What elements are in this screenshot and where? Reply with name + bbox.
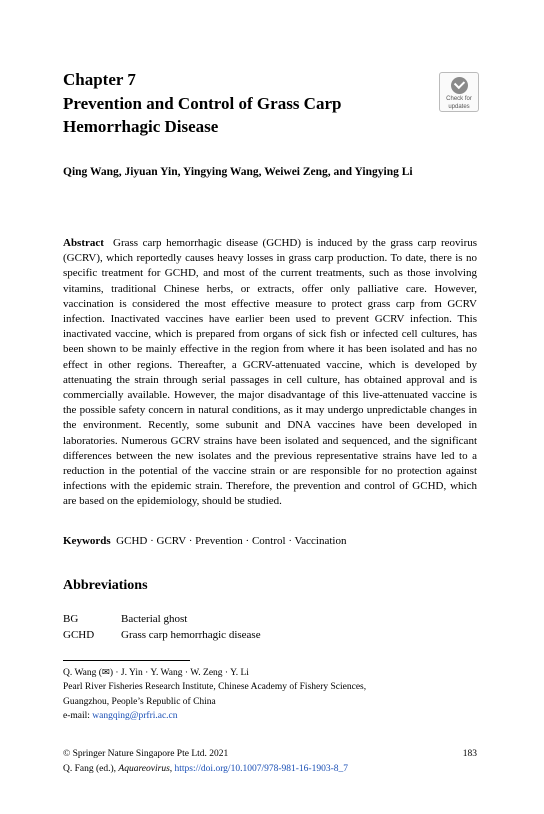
citation-prefix: Q. Fang (ed.), (63, 764, 119, 774)
affiliation-institute: Pearl River Fisheries Research Institute, Chinese Academy of Fishery Sciences, (63, 682, 367, 693)
email-link[interactable]: wangqing@prfri.ac.cn (92, 711, 178, 722)
abbreviation-key: GCHD (63, 629, 95, 641)
affiliation-block (63, 666, 366, 724)
badge-line-2: updates (448, 104, 470, 110)
copyright: © Springer Nature Singapore Pte Ltd. 2021 (63, 749, 229, 759)
check-for-updates-badge[interactable] (439, 72, 479, 112)
chapter-label: Chapter 7 (63, 70, 136, 89)
author-list: Qing Wang, Jiyuan Yin, Yingying Wang, Weiwei Zeng, and Yingying Li (63, 166, 413, 178)
badge-line-1: Check for (446, 96, 472, 102)
page-number: 183 (462, 749, 477, 759)
affiliation-email-line (63, 709, 366, 723)
abbreviation-key: BG (63, 613, 79, 625)
keywords-label: Keywords (63, 535, 111, 547)
affiliation-location: Guangzhou, People’s Republic of China (63, 696, 216, 707)
abbreviation-row (63, 627, 261, 643)
book-title: Aquareovirus (118, 764, 170, 774)
affiliation-authors: Q. Wang (✉) · J. Yin · Y. Wang · W. Zeng · Y. Li (63, 668, 249, 678)
abstract-text: Grass carp hemorrhagic disease (GCHD) is induced by the grass carp reovirus (GCRV), which reportedly causes heavy losses in grass carp production. To date, there is no specific treatment for GCHD, and most of the current treatments, such as those involving vitamins, traditional Chinese herbs, or extracts, offer only palliative care. However, vaccination is considered the most effective measure to protect grass carp from GCRV infection. Inactivated vaccines have earlier been used to prevent GCRV infection. This inactivated vaccine, which is prepared from organs of sick fish or infected cell cultures, has been shown to be mainly effective in the region from where it has been isolated and has no effect in other regions. Thereafter, a GCRV-attenuated vaccine, which is developed by attenuating the strain through serial passages in cell culture, has obtained approval and is commercially available. However, the major disadvantage of this live-attenuated vaccine is the possible safety concern in natural conditions, as it may undergo unpredictable changes in the environment. Recently, some subunit and DNA vaccines have been developed in laboratories. Numerous GCRV strains have been isolated and sequenced, and the significant differences between the new isolates and the previous representative strains have led to a reduction in the potential of the vaccine strain or are responsible for no protection against infections with the epidemic strain. Therefore, the prevention and control of GCHD, which are based on the epidemiology, should be studied. (63, 237, 478, 508)
check-icon (451, 77, 468, 94)
email-label: e-mail: (63, 711, 93, 722)
keywords (63, 535, 346, 547)
keywords-text: GCHD · GCRV · Prevention · Control · Vaccination (116, 535, 347, 547)
footnote-divider (63, 660, 190, 661)
abstract-label: Abstract (63, 237, 104, 249)
doi-link[interactable]: https://doi.org/10.1007/978-981-16-1903-8_7 (174, 764, 348, 774)
abbreviation-value: Grass carp hemorrhagic disease (121, 629, 261, 641)
citation-separator: , (169, 764, 175, 774)
chapter-title: Prevention and Control of Grass Carp Hemorrhagic Disease (63, 94, 342, 136)
abbreviations-heading: Abbreviations (63, 578, 148, 593)
page-footer (63, 747, 477, 777)
abbreviation-value: Bacterial ghost (121, 613, 188, 625)
abbreviation-row (63, 611, 261, 627)
citation-line (63, 762, 477, 777)
abstract (63, 236, 477, 510)
abbreviations-list (63, 611, 261, 643)
